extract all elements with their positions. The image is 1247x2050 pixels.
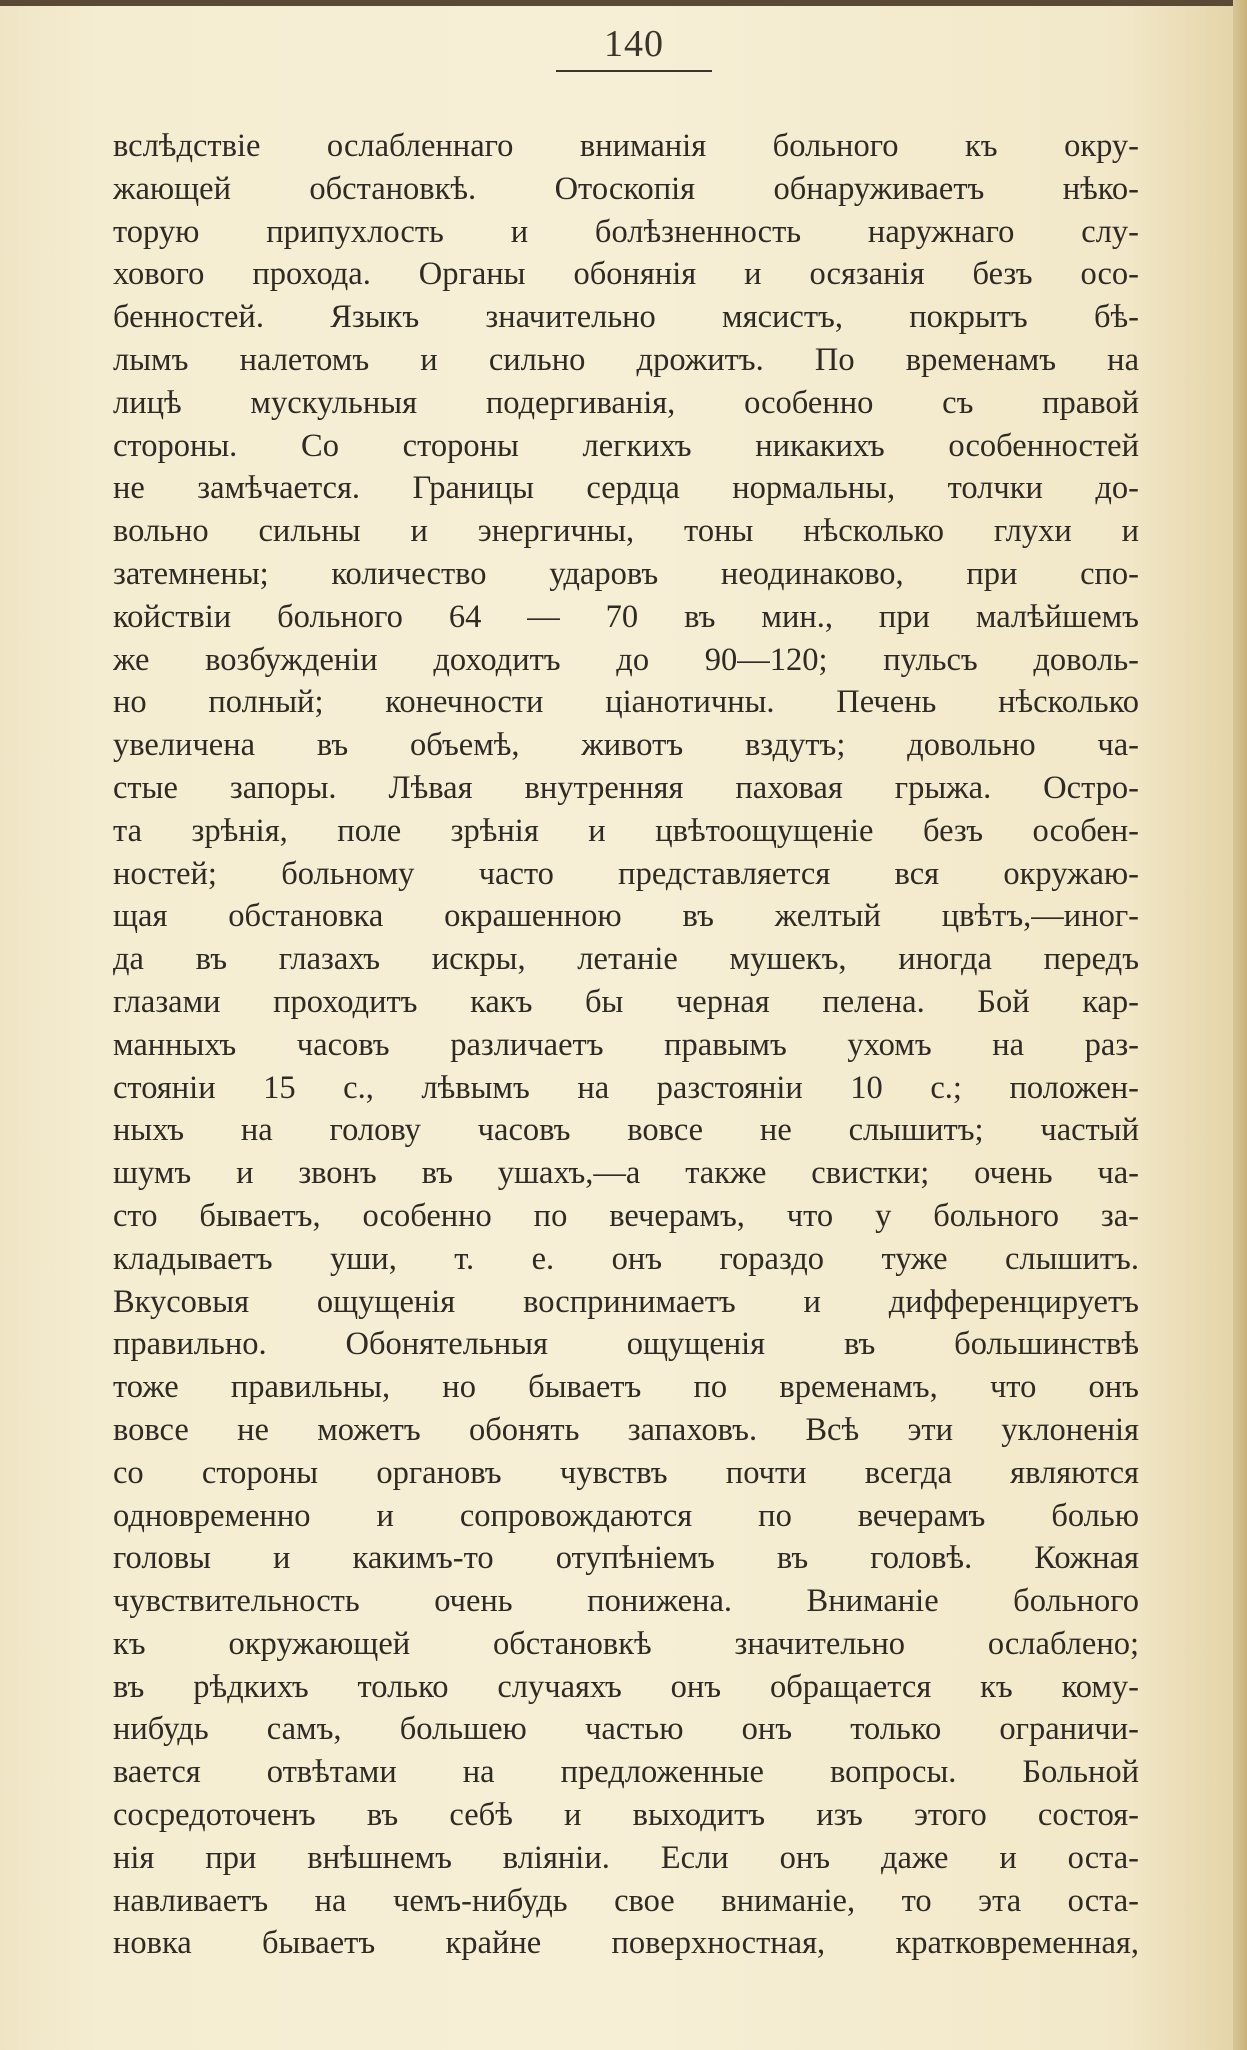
text-line: та зрѣнія, поле зрѣнія и цвѣтоощущеніе безъ особен- <box>113 812 1139 849</box>
text-line: же возбужденіи доходитъ до 90—120; пульсъ доволь- <box>113 641 1139 678</box>
text-line: торую припухлость и болѣзненность наружнаго слу- <box>113 213 1139 250</box>
text-line: вольно сильны и энергичны, тоны нѣсколько глухи и <box>113 513 1139 550</box>
text-line: ностей; больному часто представляется вся окружаю- <box>113 855 1139 892</box>
text-line: со стороны органовъ чувствъ почти всегда являются <box>113 1454 1139 1491</box>
text-line: ныхъ на голову часовъ вовсе не слышитъ; частый <box>113 1112 1139 1149</box>
text-line: шумъ и звонъ въ ушахъ,—а также свистки; очень ча- <box>113 1155 1139 1192</box>
text-line: нибудь самъ, большею частью онъ только ограничи- <box>113 1711 1139 1748</box>
text-line: тоже правильны, но бываетъ по временамъ, что онъ <box>113 1369 1139 1406</box>
page-number-rule <box>556 70 712 72</box>
text-line: затемнены; количество ударовъ неодинаково, при спо- <box>113 555 1139 592</box>
text-line: сосредоточенъ въ себѣ и выходитъ изъ этого состоя- <box>113 1797 1139 1834</box>
text-line: одновременно и сопровождаются по вечерамъ болью <box>113 1497 1139 1534</box>
text-line: чувствительность очень понижена. Вниманіе больного <box>113 1583 1139 1620</box>
text-line: не замѣчается. Границы сердца нормальны, толчки до- <box>113 470 1139 507</box>
page-number: 140 <box>604 23 664 65</box>
text-line: вовсе не можетъ обонять запаховъ. Всѣ эти уклоненія <box>113 1411 1139 1448</box>
text-line: щая обстановка окрашенною въ желтый цвѣтъ,—иног- <box>113 898 1139 935</box>
text-line: лымъ налетомъ и сильно дрожитъ. По временамъ на <box>113 341 1139 378</box>
text-line: да въ глазахъ искры, летаніе мушекъ, иногда передъ <box>113 941 1139 978</box>
text-line: вается отвѣтами на предложенные вопросы. Больной <box>113 1754 1139 1791</box>
text-line: въ рѣдкихъ только случаяхъ онъ обращается къ кому- <box>113 1668 1139 1705</box>
text-line: лицѣ мускульныя подергиванія, особенно съ правой <box>113 384 1139 421</box>
text-line: манныхъ часовъ различаетъ правымъ ухомъ на раз- <box>113 1026 1139 1063</box>
text-line: хового прохода. Органы обонянія и осязанія безъ осо- <box>113 256 1139 293</box>
text-line: къ окружающей обстановкѣ значительно ослаблено; <box>113 1625 1139 1662</box>
text-line: сто бываетъ, особенно по вечерамъ, что у больного за- <box>113 1197 1139 1234</box>
text-line: нія при внѣшнемъ вліяніи. Если онъ даже и оста- <box>113 1839 1139 1876</box>
body-text <box>113 125 1139 1965</box>
text-line: правильно. Обонятельныя ощущенія въ большинствѣ <box>113 1326 1139 1363</box>
text-line: но полный; конечности ціанотичны. Печень нѣсколько <box>113 684 1139 721</box>
text-line: стояніи 15 с., лѣвымъ на разстояніи 10 с.; положен- <box>113 1069 1139 1106</box>
text-line: глазами проходитъ какъ бы черная пелена. Бой кар- <box>113 983 1139 1020</box>
text-line: стороны. Со стороны легкихъ никакихъ особенностей <box>113 427 1139 464</box>
text-line: увеличена въ объемѣ, животъ вздутъ; довольно ча- <box>113 727 1139 764</box>
text-line: головы и какимъ-то отупѣніемъ въ головѣ. Кожная <box>113 1540 1139 1577</box>
text-line: бенностей. Языкъ значительно мясистъ, покрытъ бѣ- <box>113 299 1139 336</box>
text-line: стые запоры. Лѣвая внутренняя паховая грыжа. Остро- <box>113 769 1139 806</box>
text-line: навливаетъ на чемъ-нибудь свое вниманіе, то эта оста- <box>113 1882 1139 1919</box>
text-line: жающей обстановкѣ. Отоскопія обнаруживаетъ нѣко- <box>113 170 1139 207</box>
text-line: кладываетъ уши, т. е. онъ гораздо туже слышитъ. <box>113 1240 1139 1277</box>
text-line: новка бываетъ крайне поверхностная, кратковременная, <box>113 1925 1139 1962</box>
text-line: Вкусовыя ощущенія воспринимаетъ и дифференцируетъ <box>113 1283 1139 1320</box>
text-line: койствіи больного 64 — 70 въ мин., при малѣйшемъ <box>113 598 1139 635</box>
top-edge-rule <box>0 0 1247 6</box>
text-line: вслѣдствіе ослабленнаго вниманія больного къ окру- <box>113 128 1139 164</box>
page-right-edge <box>1233 0 1247 2050</box>
